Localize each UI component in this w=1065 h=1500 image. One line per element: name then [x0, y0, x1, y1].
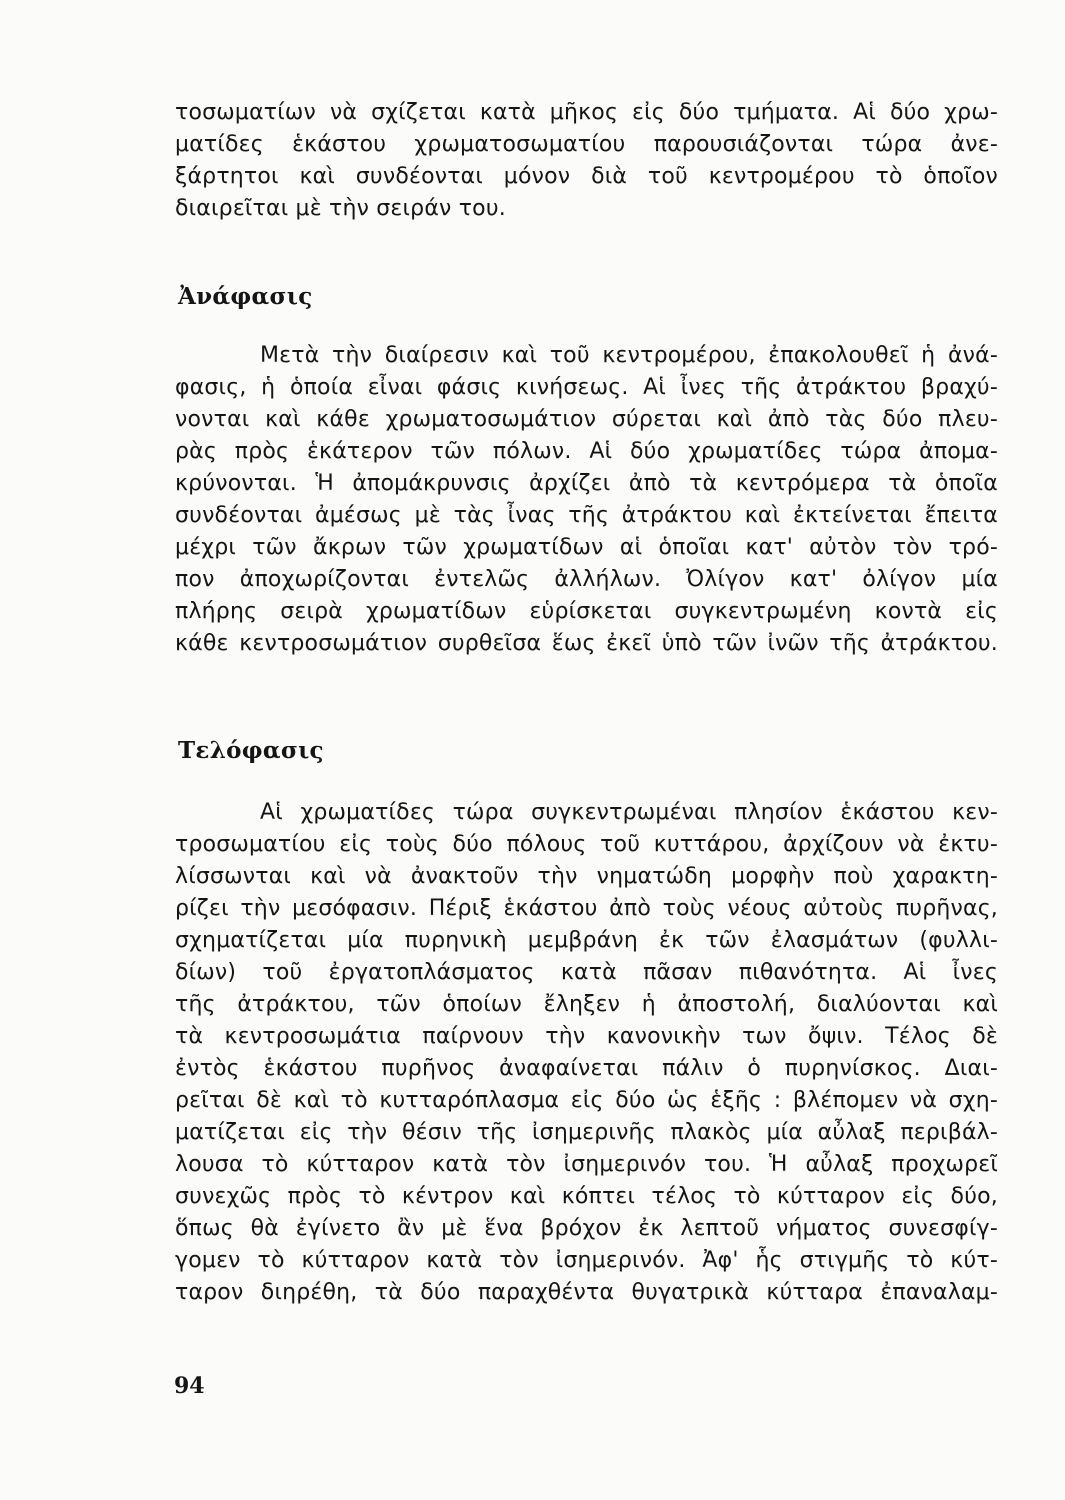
text-line: Μετὰ τὴν διαίρεσιν καὶ τοῦ κεντρομέρου, ἐπακολουθεῖ ἡ ἀνά-: [260, 343, 998, 368]
text-line: τὰ κεντροσωμάτια παίρνουν τὴν κανονικὴν των ὄψιν. Τέλος δὲ: [175, 1024, 998, 1049]
text-line: ἐντὸς ἑκάστου πυρῆνος ἀναφαίνεται πάλιν ὁ πυρηνίσκος. Διαι-: [175, 1056, 998, 1081]
text-line: γομεν τὸ κύτταρον κατὰ τὸν ἰσημερινόν. Ἀφ' ἧς στιγμῆς τὸ κύτ-: [175, 1248, 998, 1273]
text-line: ρὰς πρὸς ἑκάτερον τῶν πόλων. Αἱ δύο χρωματίδες τώρα ἀπομα-: [175, 439, 998, 464]
intro-paragraph: [175, 97, 998, 225]
text-line: πλήρης σειρὰ χρωματίδων εὑρίσκεται συγκεντρωμένη κοντὰ εἰς: [175, 599, 998, 624]
text-line: συνεχῶς πρὸς τὸ κέντρον καὶ κόπτει τέλος τὸ κύτταρον εἰς δύο,: [175, 1184, 998, 1209]
text-line: διαιρεῖται μὲ τὴν σειράν του.: [175, 196, 506, 221]
text-line: ὅπως θὰ ἐγίνετο ἂν μὲ ἕνα βρόχον ἐκ λεπτοῦ νήματος συνεσφίγ-: [175, 1216, 998, 1241]
text-line: συνδέονται ἀμέσως μὲ τὰς ἶνας τῆς ἀτράκτου καὶ ἐκτείνεται ἔπειτα: [175, 503, 998, 528]
text-line: ρίζει τὴν μεσόφασιν. Πέριξ ἑκάστου ἀπὸ τοὺς νέους αὐτοὺς πυρῆνας,: [175, 896, 998, 921]
anaphase-paragraph: [175, 340, 998, 660]
text-line: λουσα τὸ κύτταρον κατὰ τὸν ἰσημερινόν του. Ἡ αὖλαξ προχωρεῖ: [175, 1152, 998, 1177]
page-number: 94: [174, 1373, 205, 1399]
text-line: τῆς ἀτράκτου, τῶν ὁποίων ἔληξεν ἡ ἀποστολή, διαλύονται καὶ: [175, 992, 998, 1017]
text-line: πον ἀποχωρίζονται ἐντελῶς ἀλλήλων. Ὀλίγον κατ' ὀλίγον μία: [175, 567, 998, 592]
text-line: ματίδες ἑκάστου χρωματοσωματίου παρουσιάζονται τώρα ἀνε-: [175, 132, 998, 157]
text-line: δίων) τοῦ ἐργατοπλάσματος κατὰ πᾶσαν πιθανότητα. Αἱ ἶνες: [175, 960, 998, 985]
text-line: μέχρι τῶν ἄκρων τῶν χρωματίδων αἱ ὁποῖαι κατ' αὐτὸν τὸν τρό-: [175, 535, 998, 560]
section-heading-telophase: Τελόφασις: [178, 737, 324, 764]
text-line: φασις, ἡ ὁποία εἶναι φάσις κινήσεως. Αἱ ἶνες τῆς ἀτράκτου βραχύ-: [175, 375, 998, 400]
text-line: ξάρτητοι καὶ συνδέονται μόνον διὰ τοῦ κεντρομέρου τὸ ὁποῖον: [175, 164, 998, 189]
section-heading-anaphase: Ἀνάφασις: [178, 283, 313, 310]
text-line: Αἱ χρωματίδες τώρα συγκεντρωμέναι πλησίον ἑκάστου κεν-: [260, 800, 998, 825]
text-line: τοσωματίων νὰ σχίζεται κατὰ μῆκος εἰς δύο τμήματα. Αἱ δύο χρω-: [175, 100, 998, 125]
text-line: ρεῖται δὲ καὶ τὸ κυτταρόπλασμα εἰς δύο ὡς ἑξῆς : βλέπομεν νὰ σχη-: [175, 1088, 998, 1113]
text-line: τροσωματίου εἰς τοὺς δύο πόλους τοῦ κυττάρου, ἀρχίζουν νὰ ἐκτυ-: [175, 832, 998, 857]
text-line: λίσσωνται καὶ νὰ ἀνακτοῦν τὴν νηματώδη μορφὴν ποὺ χαρακτη-: [175, 864, 998, 889]
text-line: κρύνονται. Ἡ ἀπομάκρυνσις ἀρχίζει ἀπὸ τὰ κεντρόμερα τὰ ὁποῖα: [175, 471, 998, 496]
text-line: σχηματίζεται μία πυρηνικὴ μεμβράνη ἐκ τῶν ἐλασμάτων (φυλλι-: [175, 928, 998, 953]
text-line: ταρον διηρέθη, τὰ δύο παραχθέντα θυγατρικὰ κύτταρα ἐπαναλαμ-: [175, 1280, 998, 1305]
text-line: κάθε κεντροσωμάτιον συρθεῖσα ἕως ἐκεῖ ὑπὸ τῶν ἰνῶν τῆς ἀτράκτου.: [175, 631, 998, 656]
text-line: ματίζεται εἰς τὴν θέσιν τῆς ἰσημερινῆς πλακὸς μία αὖλαξ περιβάλ-: [175, 1120, 998, 1145]
telophase-paragraph: [175, 797, 998, 1309]
text-line: νονται καὶ κάθε χρωματοσωμάτιον σύρεται καὶ ἀπὸ τὰς δύο πλευ-: [175, 407, 998, 432]
